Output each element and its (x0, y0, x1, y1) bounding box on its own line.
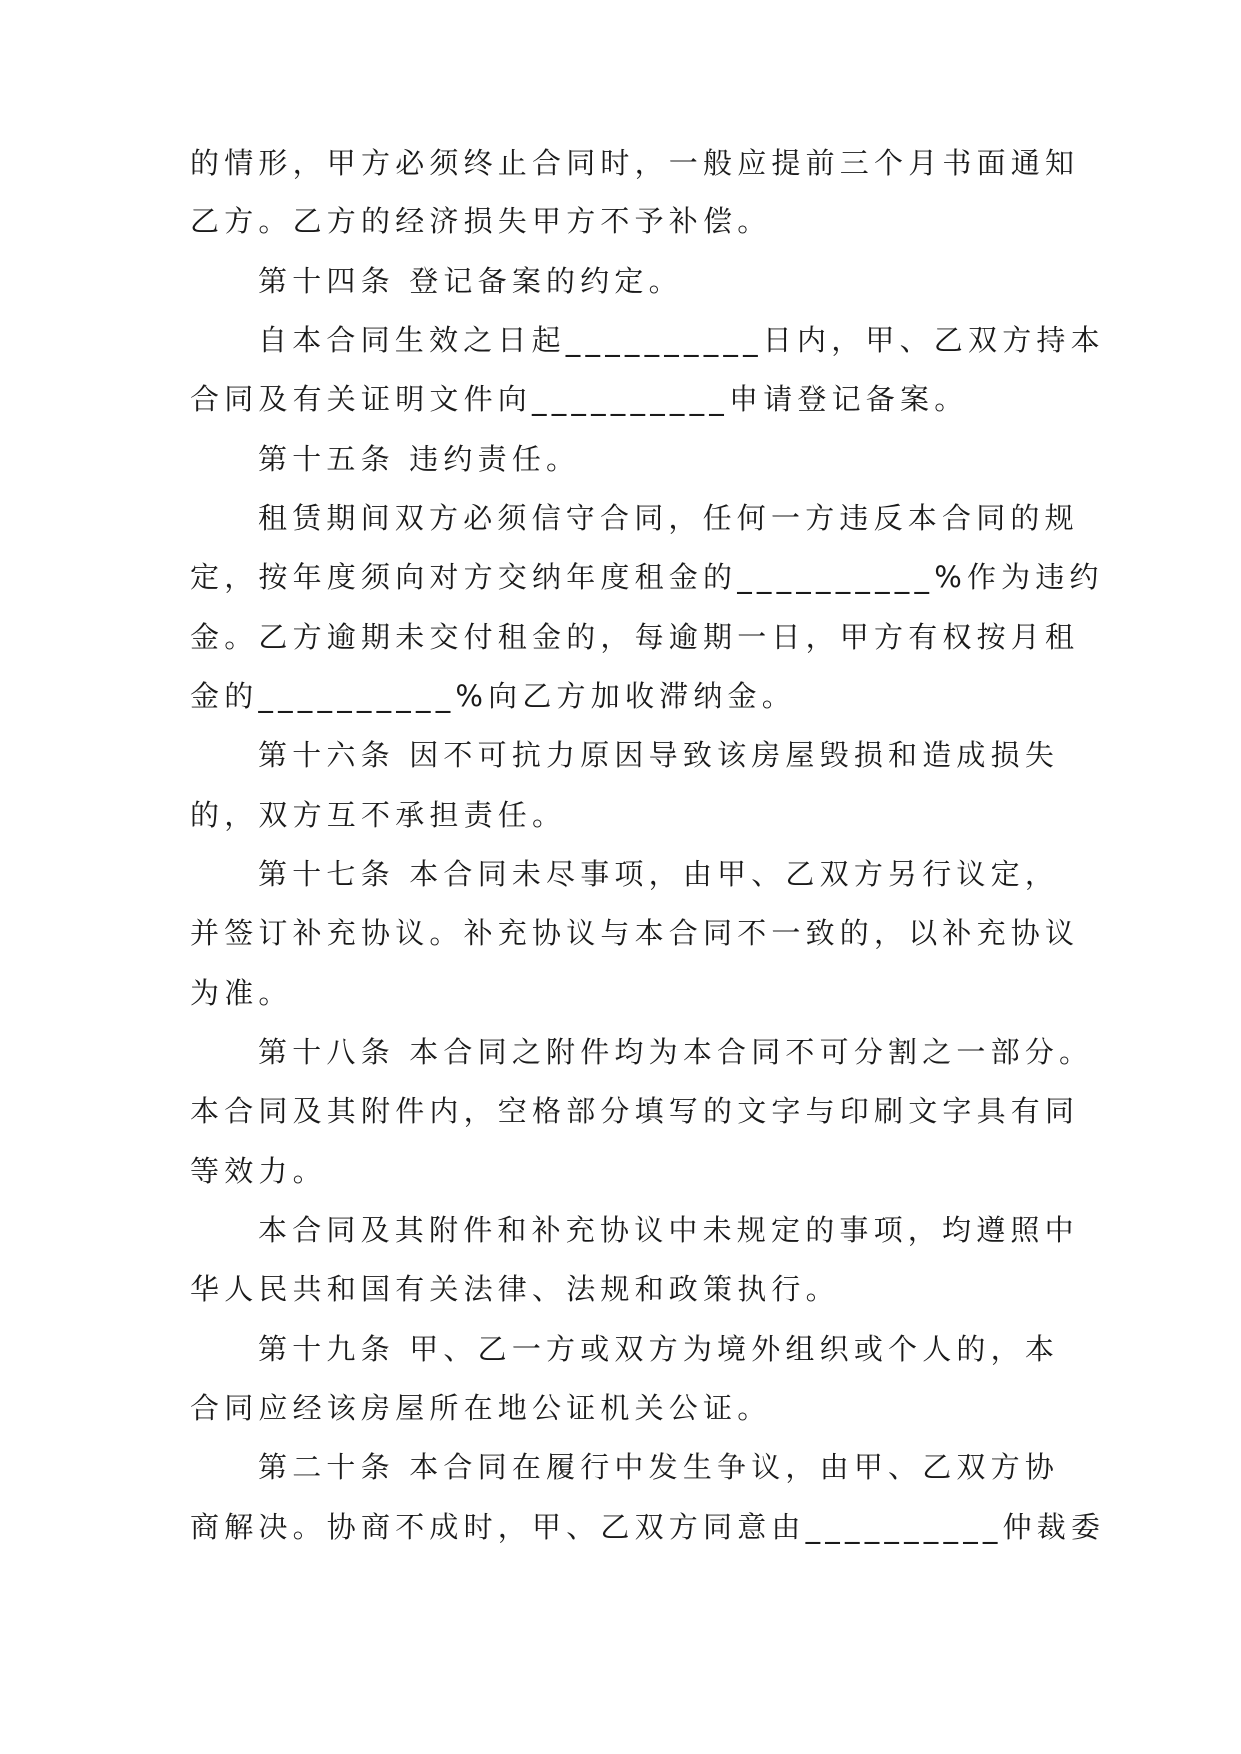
text-line: 等效力。 (190, 1154, 327, 1188)
text-line: 华人民共和国有关法律、法规和政策执行。 (190, 1272, 840, 1306)
article-heading: 第十七条 本合同未尽事项，由甲、乙双方另行议定， (258, 857, 1060, 891)
text-line: 本合同及其附件和补充协议中未规定的事项，均遵照中 (258, 1213, 1079, 1247)
article-heading: 第十四条 登记备案的约定。 (258, 264, 683, 298)
text-line: 合同及有关证明文件向__________申请登记备案。 (190, 382, 969, 416)
text-line: 的情形，甲方必须终止合同时，一般应提前三个月书面通知 (190, 146, 1080, 180)
text-line: 乙方。乙方的经济损失甲方不予补偿。 (190, 204, 772, 238)
text-line: 定，按年度须向对方交纳年度租金的__________%作为违约 (190, 560, 1104, 594)
text-line: 的，双方互不承担责任。 (190, 798, 567, 832)
text-line: 并签订补充协议。补充协议与本合同不一致的，以补充协议 (190, 916, 1080, 950)
text-line: 金的__________%向乙方加收滞纳金。 (190, 679, 796, 713)
article-heading: 第二十条 本合同在履行中发生争议，由甲、乙双方协 (258, 1450, 1060, 1484)
article-heading: 第十八条 本合同之附件均为本合同不可分割之一部分。 (258, 1035, 1094, 1069)
text-line: 本合同及其附件内，空格部分填写的文字与印刷文字具有同 (190, 1094, 1080, 1128)
article-heading: 第十六条 因不可抗力原因导致该房屋毁损和造成损失 (258, 738, 1060, 772)
text-line: 租赁期间双方必须信守合同，任何一方违反本合同的规 (258, 501, 1079, 535)
article-heading: 第十五条 违约责任。 (258, 442, 581, 476)
text-line: 为准。 (190, 976, 293, 1010)
text-line: 自本合同生效之日起__________日内，甲、乙双方持本 (258, 323, 1105, 357)
text-line: 商解决。协商不成时，甲、乙双方同意由__________仲裁委 (190, 1510, 1106, 1544)
article-heading: 第十九条 甲、乙一方或双方为境外组织或个人的，本 (258, 1332, 1060, 1366)
text-line: 合同应经该房屋所在地公证机关公证。 (190, 1391, 772, 1425)
text-line: 金。乙方逾期未交付租金的，每逾期一日，甲方有权按月租 (190, 620, 1080, 654)
